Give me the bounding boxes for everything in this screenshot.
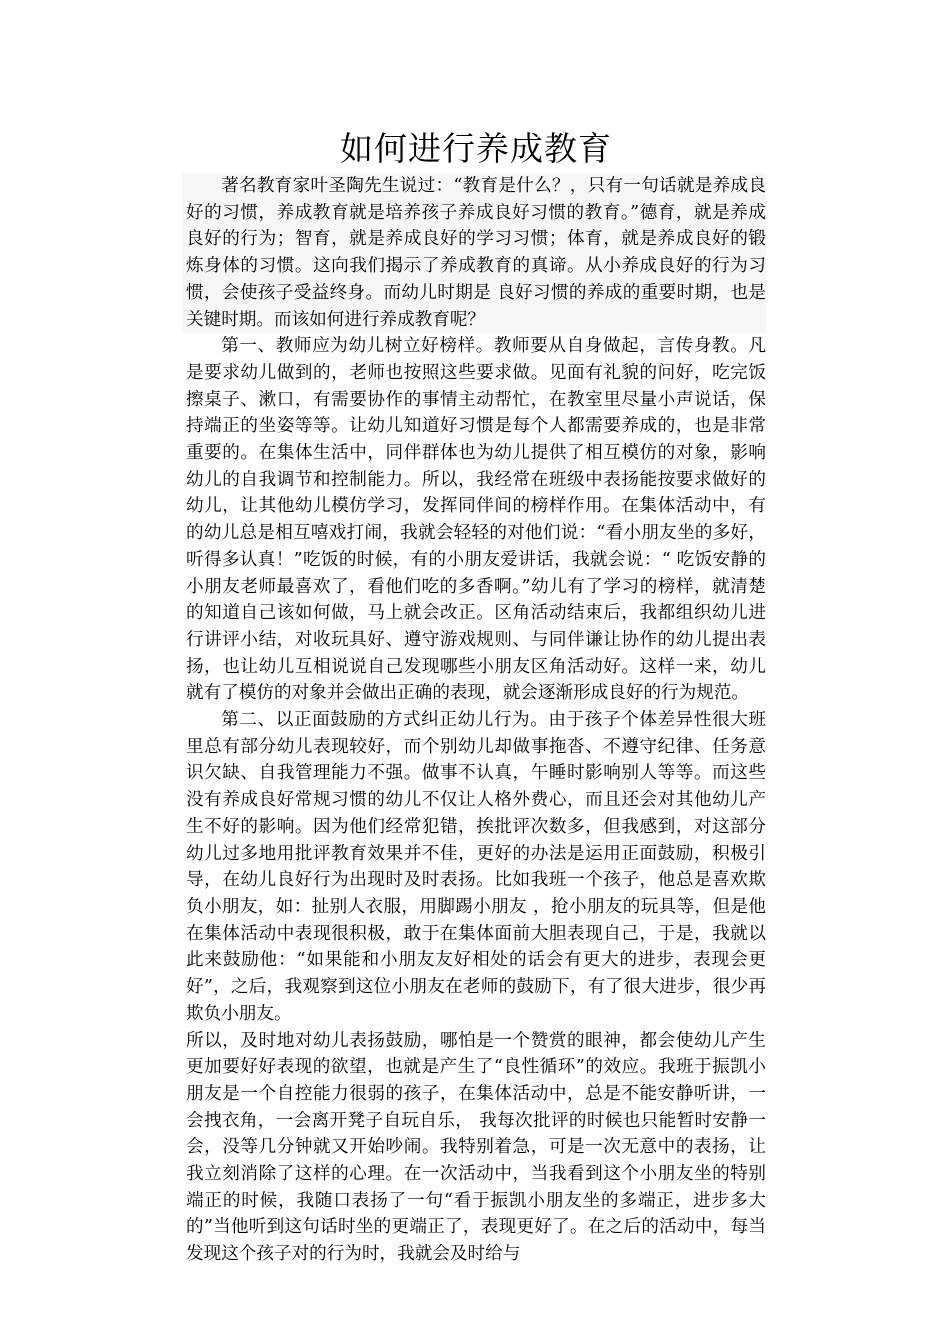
paragraph-first-point: 第一、教师应为幼儿树立好榜样。教师要从自身做起，言传身教。凡是要求幼儿做到的，老师也按照这些要求做。见面有礼貌的问好，吃完饭擦桌子、漱口，有需要协作的事情主动帮忙，在教室里尽量小声说话，保持端正的坐姿等等。让幼儿知道好习惯是每个人都需要养成的，也是非常重要的。在集体生活中，同伴群体也为幼儿提供了相互模仿的对象，影响幼儿的自我调节和控制能力。所以，我经常在班级中表扬能按要求做好的幼儿，让其他幼儿模仿学习，发挥同伴间的榜样作用。在集体活动中，有的幼儿总是相互嘻戏打闹，我就会轻轻的对他们说：“看小朋友坐的多好，听得多认真！”吃饭的时候，有的小朋友爱讲话，我就会说：“ 吃饭安静的小朋友老师最喜欢了，看他们吃的多香啊。”幼儿有了学习的榜样，就清楚的知道自己该如何做，马上就会改正。区角活动结束后，我都组织幼儿进行讲评小结，对收玩具好、遵守游戏规则、与同伴谦让协作的幼儿提出表扬，也让幼儿互相说说自己发现哪些小朋友区角活动好。这样一来，幼儿就有了模仿的对象并会做出正确的表现，就会逐渐形成良好的行为规范。 [186, 336, 766, 704]
paragraph-second-point: 第二、以正面鼓励的方式纠正幼儿行为。由于孩子个体差异性很大班里总有部分幼儿表现较好，而个别幼儿却做事拖沓、不遵守纪律、任务意识欠缺、自我管理能力不强。做事不认真，午睡时影响别人等等。而这些没有养成良好常规习惯的幼儿不仅让人格外费心，而且还会对其他幼儿产生不好的影响。因为他们经常犯错，挨批评次数多，但我感到，对这部分幼儿过多地用批评教育效果并不佳，更好的办法是运用正面鼓励，积极引导，在幼儿良好行为出现时及时表扬。比如我班一个孩子，他总是喜欢欺负小朋友，如：扯别人衣服，用脚踢小朋友 ，抢小朋友的玩具等，但是他在集体活动中表现很积极，敢于在集体面前大胆表现自己，于是，我就以此来鼓励他：“如果能和小朋友友好相处的话会有更大的进步，表现会更好”，之后，我观察到这位小朋友在老师的鼓励下，有了很大进步，很少再欺负小朋友。 [186, 710, 766, 1024]
document-body [186, 173, 766, 1268]
document-page [186, 0, 766, 1344]
paragraph-praise-example: 所以，及时地对幼儿表扬鼓励，哪怕是一个赞赏的眼神，都会使幼儿产生更加要好好表现的欲望，也就是产生了“良性循环”的效应。我班于振凯小朋友是一个自控能力很弱的孩子，在集体活动中，总是不能安静听讲，一会拽衣角，一会离开凳子自玩自乐， 我每次批评的时候也只能暂时安静一会，没等几分钟就又开始吵闹。我特别着急，可是一次无意中的表扬，让我立刻消除了这样的心理。在一次活动中，当我看到这个小朋友坐的特别端正的时候，我随口表扬了一句“看于振凯小朋友坐的多端正，进步多大的”当他听到这句话时坐的更端正了，表现更好了。在之后的活动中，每当发现这个孩子对的行为时，我就会及时给与 [186, 1030, 766, 1265]
paragraph-intro: 著名教育家叶圣陶先生说过：“教育是什么？，只有一句话就是养成良好的习惯，养成教育就是培养孩子养成良好习惯的教育。”德育，就是养成良好的行为；智育，就是养成良好的学习习惯；体育，就是养成良好的锻炼身体的习惯。这向我们揭示了养成教育的真谛。从小养成良好的行为习惯，会使孩子受益终身。而幼儿时期是 良好习惯的养成的重要时期，也是关键时期。而该如何进行养成教育呢？ [182, 173, 766, 333]
document-title: 如何进行养成教育 [340, 129, 612, 168]
